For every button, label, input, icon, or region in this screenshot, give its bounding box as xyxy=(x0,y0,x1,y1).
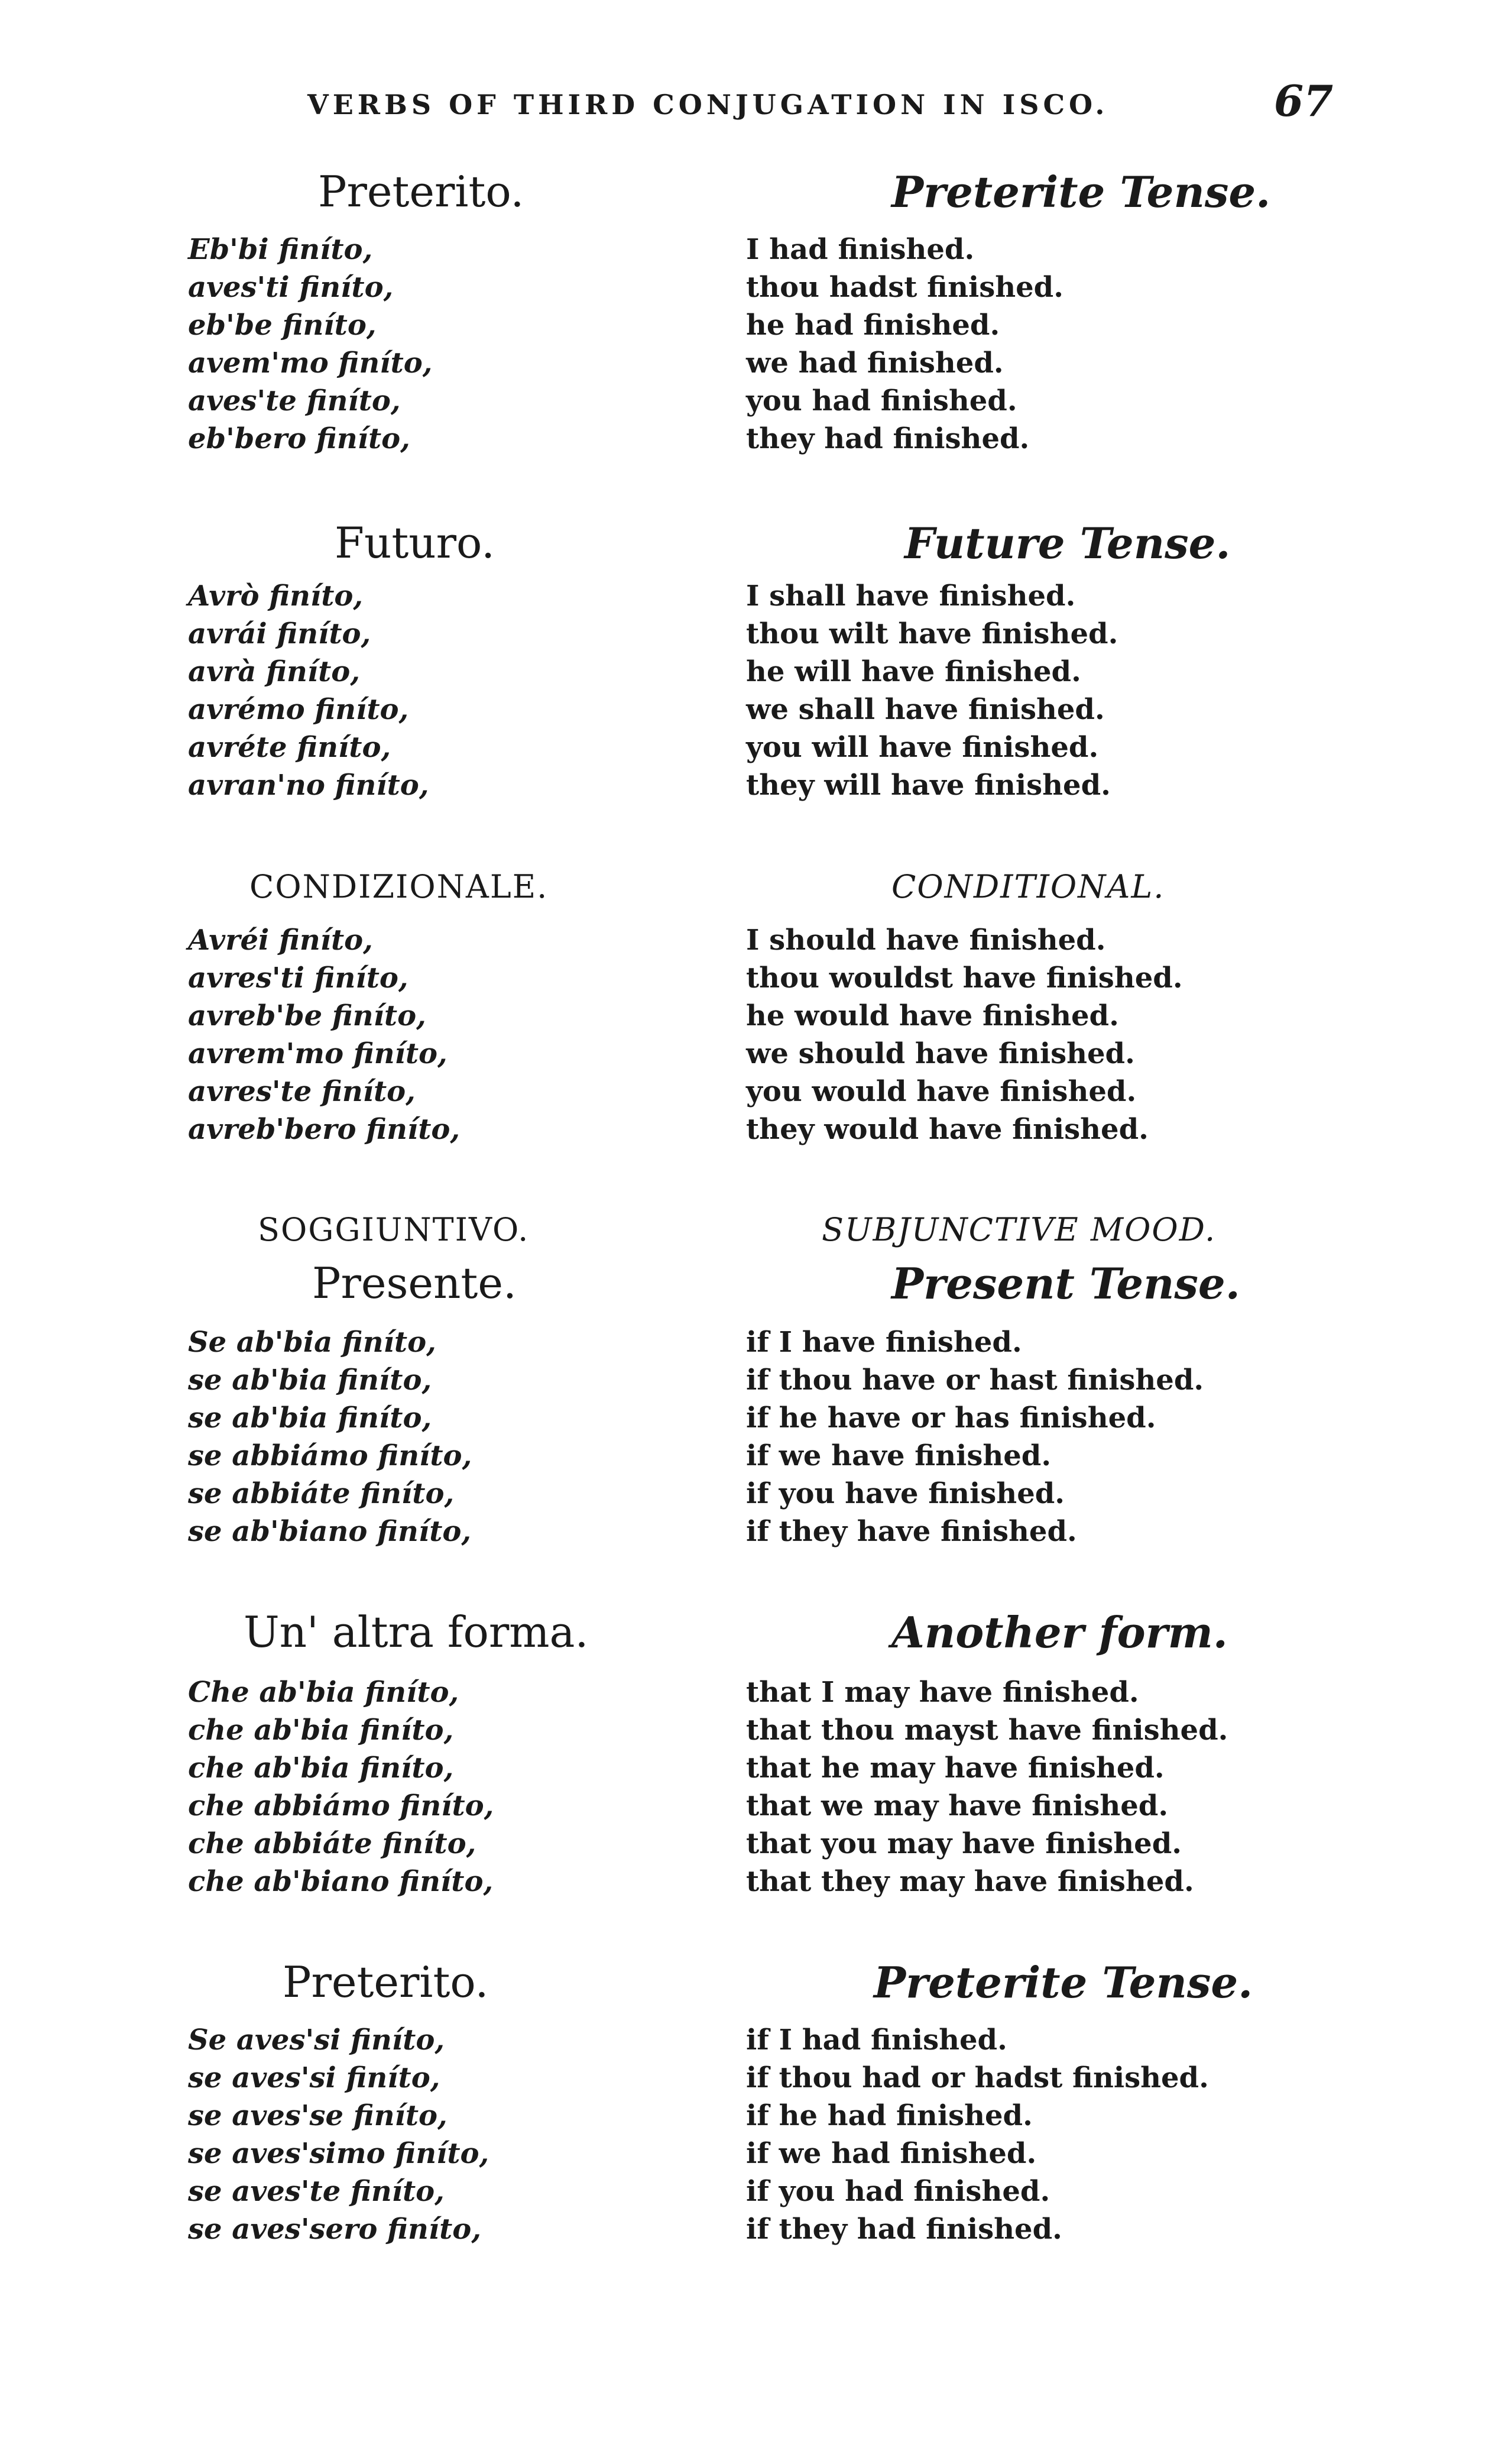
italian-form: che ab'bia finíto, xyxy=(188,1751,454,1785)
english-form: he will have finished. xyxy=(746,655,1081,688)
english-form: if he have or has finished. xyxy=(746,1401,1156,1435)
italian-form: se aves'te finíto, xyxy=(188,2175,445,2208)
italian-form: avem'mo finíto, xyxy=(188,347,433,380)
italian-heading: Presente. xyxy=(312,1258,517,1308)
italian-form: Eb'bi finíto, xyxy=(188,233,373,266)
english-translation-list xyxy=(746,921,1183,1148)
italian-form: che abbiáte finíto, xyxy=(188,1827,476,1860)
english-form: if they had finished. xyxy=(746,2213,1062,2246)
italian-form: aves'ti finíto, xyxy=(188,271,394,304)
english-translation-list xyxy=(746,2021,1209,2248)
italian-form: avrem'mo finíto, xyxy=(188,1037,448,1070)
english-form: I should have finished. xyxy=(746,924,1106,957)
italian-heading: Preterito. xyxy=(318,167,524,216)
english-form: that he may have finished. xyxy=(746,1751,1165,1785)
italian-form: se aves'sero finíto, xyxy=(188,2213,482,2246)
english-form: I shall have finished. xyxy=(746,579,1076,613)
italian-form: avreb'be finíto, xyxy=(188,999,426,1032)
english-mood-heading: SUBJUNCTIVE MOOD. xyxy=(822,1211,1217,1248)
italian-conjugation-list xyxy=(188,921,460,1148)
english-form: if you had finished. xyxy=(746,2175,1050,2208)
italian-form: avrà finíto, xyxy=(188,655,361,688)
english-heading: Another form. xyxy=(891,1607,1228,1657)
english-translation-list xyxy=(746,577,1118,804)
english-heading: Present Tense. xyxy=(891,1258,1240,1309)
english-form: they will have finished. xyxy=(746,769,1111,802)
english-form: thou wouldst have finished. xyxy=(746,961,1183,995)
italian-form: avrái finíto, xyxy=(188,617,371,650)
italian-heading: Un' altra forma. xyxy=(244,1607,589,1657)
english-translation-list xyxy=(746,1673,1228,1900)
italian-form: se ab'bia finíto, xyxy=(188,1364,432,1397)
italian-form: se aves'se finíto, xyxy=(188,2099,448,2132)
english-form: if they have finished. xyxy=(746,1515,1077,1548)
italian-form: avran'no finíto, xyxy=(188,769,429,802)
english-form: that you may have finished. xyxy=(746,1827,1182,1860)
english-form: if you have finished. xyxy=(746,1477,1065,1510)
english-form: if I had finished. xyxy=(746,2023,1007,2057)
english-form: thou hadst finished. xyxy=(746,271,1063,304)
italian-heading: Preterito. xyxy=(283,1957,489,2007)
english-form: if he had finished. xyxy=(746,2099,1033,2132)
english-translation-list xyxy=(746,1323,1204,1550)
italian-conjugation-list xyxy=(188,231,432,458)
italian-form: Avrò finíto, xyxy=(188,579,364,613)
italian-form: che abbiámo finíto, xyxy=(188,1789,494,1822)
page-number: 67 xyxy=(1274,76,1334,126)
italian-form: eb'be finíto, xyxy=(188,309,377,342)
italian-form: Che ab'bia finíto, xyxy=(188,1676,459,1709)
english-form: I had finished. xyxy=(746,233,975,266)
italian-form: se ab'biano finíto, xyxy=(188,1515,472,1548)
italian-form: se aves'si finíto, xyxy=(188,2061,440,2094)
english-form: we had finished. xyxy=(746,347,1004,380)
english-form: we should have finished. xyxy=(746,1037,1135,1070)
italian-mood-heading: SOGGIUNTIVO. xyxy=(258,1211,530,1248)
english-form: if we had finished. xyxy=(746,2137,1037,2170)
english-heading: Preterite Tense. xyxy=(874,1957,1253,2008)
italian-conjugation-list xyxy=(188,1673,494,1900)
running-head: VERBS OF THIRD CONJUGATION IN ISCO. xyxy=(307,89,1109,121)
english-form: you would have finished. xyxy=(746,1075,1137,1108)
english-form: he would have finished. xyxy=(746,999,1119,1032)
italian-conjugation-list xyxy=(188,1323,472,1550)
italian-form: avréte finíto, xyxy=(188,731,391,764)
italian-form: avreb'bero finíto, xyxy=(188,1113,461,1146)
italian-form: Se ab'bia finíto, xyxy=(188,1326,436,1359)
italian-form: se abbiámo finíto, xyxy=(188,1439,472,1472)
english-form: that I may have finished. xyxy=(746,1676,1139,1709)
italian-heading: Futuro. xyxy=(335,518,495,568)
english-heading: Preterite Tense. xyxy=(891,167,1271,217)
italian-form: se abbiáte finíto, xyxy=(188,1477,455,1510)
english-form: you will have finished. xyxy=(746,731,1099,764)
italian-form: Se aves'si finíto, xyxy=(188,2023,445,2057)
english-form: they would have finished. xyxy=(746,1113,1149,1146)
english-form: if I have finished. xyxy=(746,1326,1022,1359)
english-form: if we have finished. xyxy=(746,1439,1052,1472)
english-heading: Future Tense. xyxy=(904,518,1231,568)
english-form: you had finished. xyxy=(746,384,1017,417)
english-heading: CONDITIONAL. xyxy=(891,868,1165,905)
italian-form: Avréi finíto, xyxy=(188,924,373,957)
english-form: we shall have finished. xyxy=(746,693,1105,726)
italian-form: eb'bero finíto, xyxy=(188,422,410,455)
english-form: that thou mayst have finished. xyxy=(746,1714,1228,1747)
english-form: they had finished. xyxy=(746,422,1030,455)
italian-form: che ab'biano finíto, xyxy=(188,1865,494,1898)
italian-form: avres'te finíto, xyxy=(188,1075,416,1108)
italian-conjugation-list xyxy=(188,577,429,804)
english-form: he had finished. xyxy=(746,309,1000,342)
english-translation-list xyxy=(746,231,1063,458)
italian-form: avrémo finíto, xyxy=(188,693,409,726)
english-form: if thou have or hast finished. xyxy=(746,1364,1204,1397)
english-form: that we may have finished. xyxy=(746,1789,1169,1822)
italian-heading: CONDIZIONALE. xyxy=(249,868,549,905)
italian-form: avres'ti finíto, xyxy=(188,961,408,995)
italian-form: aves'te finíto, xyxy=(188,384,401,417)
english-form: that they may have finished. xyxy=(746,1865,1194,1898)
english-form: thou wilt have finished. xyxy=(746,617,1118,650)
english-form: if thou had or hadst finished. xyxy=(746,2061,1209,2094)
italian-form: che ab'bia finíto, xyxy=(188,1714,454,1747)
italian-conjugation-list xyxy=(188,2021,489,2248)
italian-form: se ab'bia finíto, xyxy=(188,1401,432,1435)
italian-form: se aves'simo finíto, xyxy=(188,2137,489,2170)
